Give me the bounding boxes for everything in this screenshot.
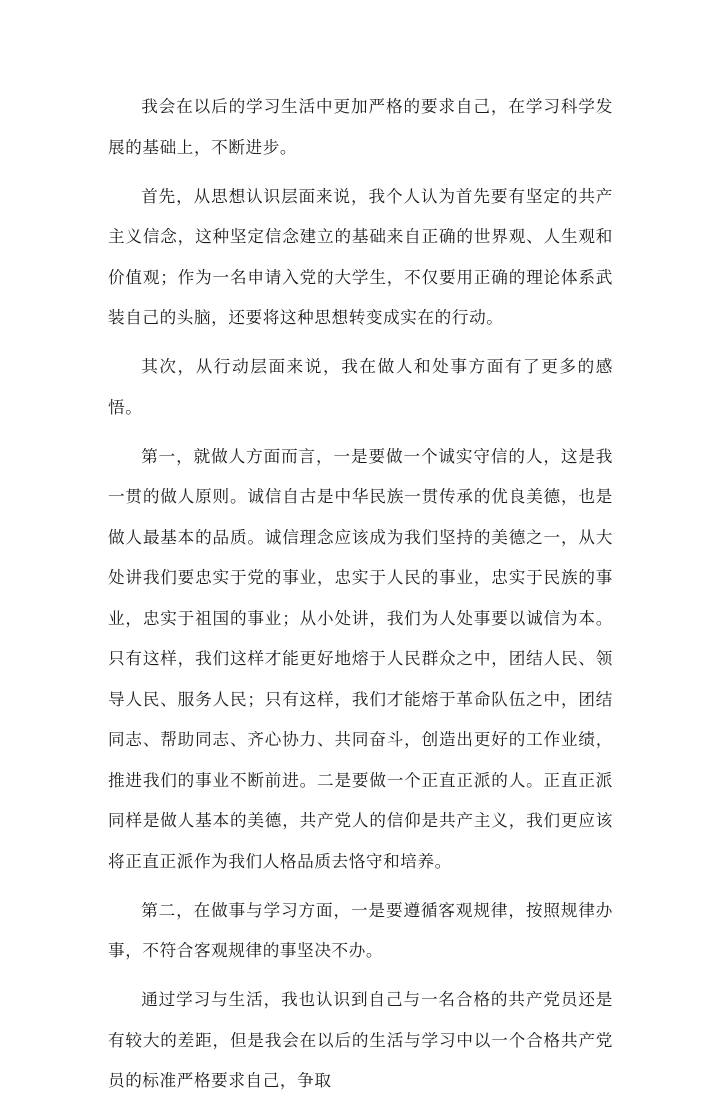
paragraph-study-commitment: 我会在以后的学习生活中更加严格的要求自己，在学习科学发展的基础上，不断进步。 (108, 97, 613, 157)
paragraph-ideological-level: 首先，从思想认识层面来说，我个人认为首先要有坚定的共产主义信念，这种坚定信念建立的基础来自正确的世界观、人生观和价值观；作为一名申请入党的大学生，不仅要用正确的理论体系武装自己的头脑，还要将这种思想转变成实在的行动。 (108, 186, 613, 327)
paragraph-conclusion: 通过学习与生活，我也认识到自己与一名合格的共产党员还是有较大的差距，但是我会在以后的生活与学习中以一个合格共产党员的标准严格要求自己，争取 (108, 990, 613, 1090)
paragraph-being-a-person: 第一，就做人方面而言，一是要做一个诚实守信的人，这是我一贯的做人原则。诚信自古是中华民族一贯传承的优良美德，也是做人最基本的品质。诚信理念应该成为我们坚持的美德之一，从大处讲我们要忠实于党的事业，忠实于人民的事业，忠实于民族的事业，忠实于祖国的事业；从小处讲，我们为人处事要以诚信为本。只有这样，我们这样才能更好地熔于人民群众之中，团结人民、领导人民、服务人民；只有这样，我们才能熔于革命队伍之中，团结同志、帮助同志、齐心协力、共同奋斗，创造出更好的工作业绩，推进我们的事业不断前进。二是要做一个正直正派的人。正直正派同样是做人基本的美德，共产党人的信仰是共产主义，我们更应该将正直正派作为我们人格品质去恪守和培养。 (108, 446, 613, 871)
paragraph-work-and-study: 第二，在做事与学习方面，一是要遵循客观规律，按照规律办事，不符合客观规律的事坚决不办。 (108, 900, 613, 960)
paragraph-action-level: 其次，从行动层面来说，我在做人和处事方面有了更多的感悟。 (108, 357, 613, 417)
document-page (108, 87, 613, 1110)
